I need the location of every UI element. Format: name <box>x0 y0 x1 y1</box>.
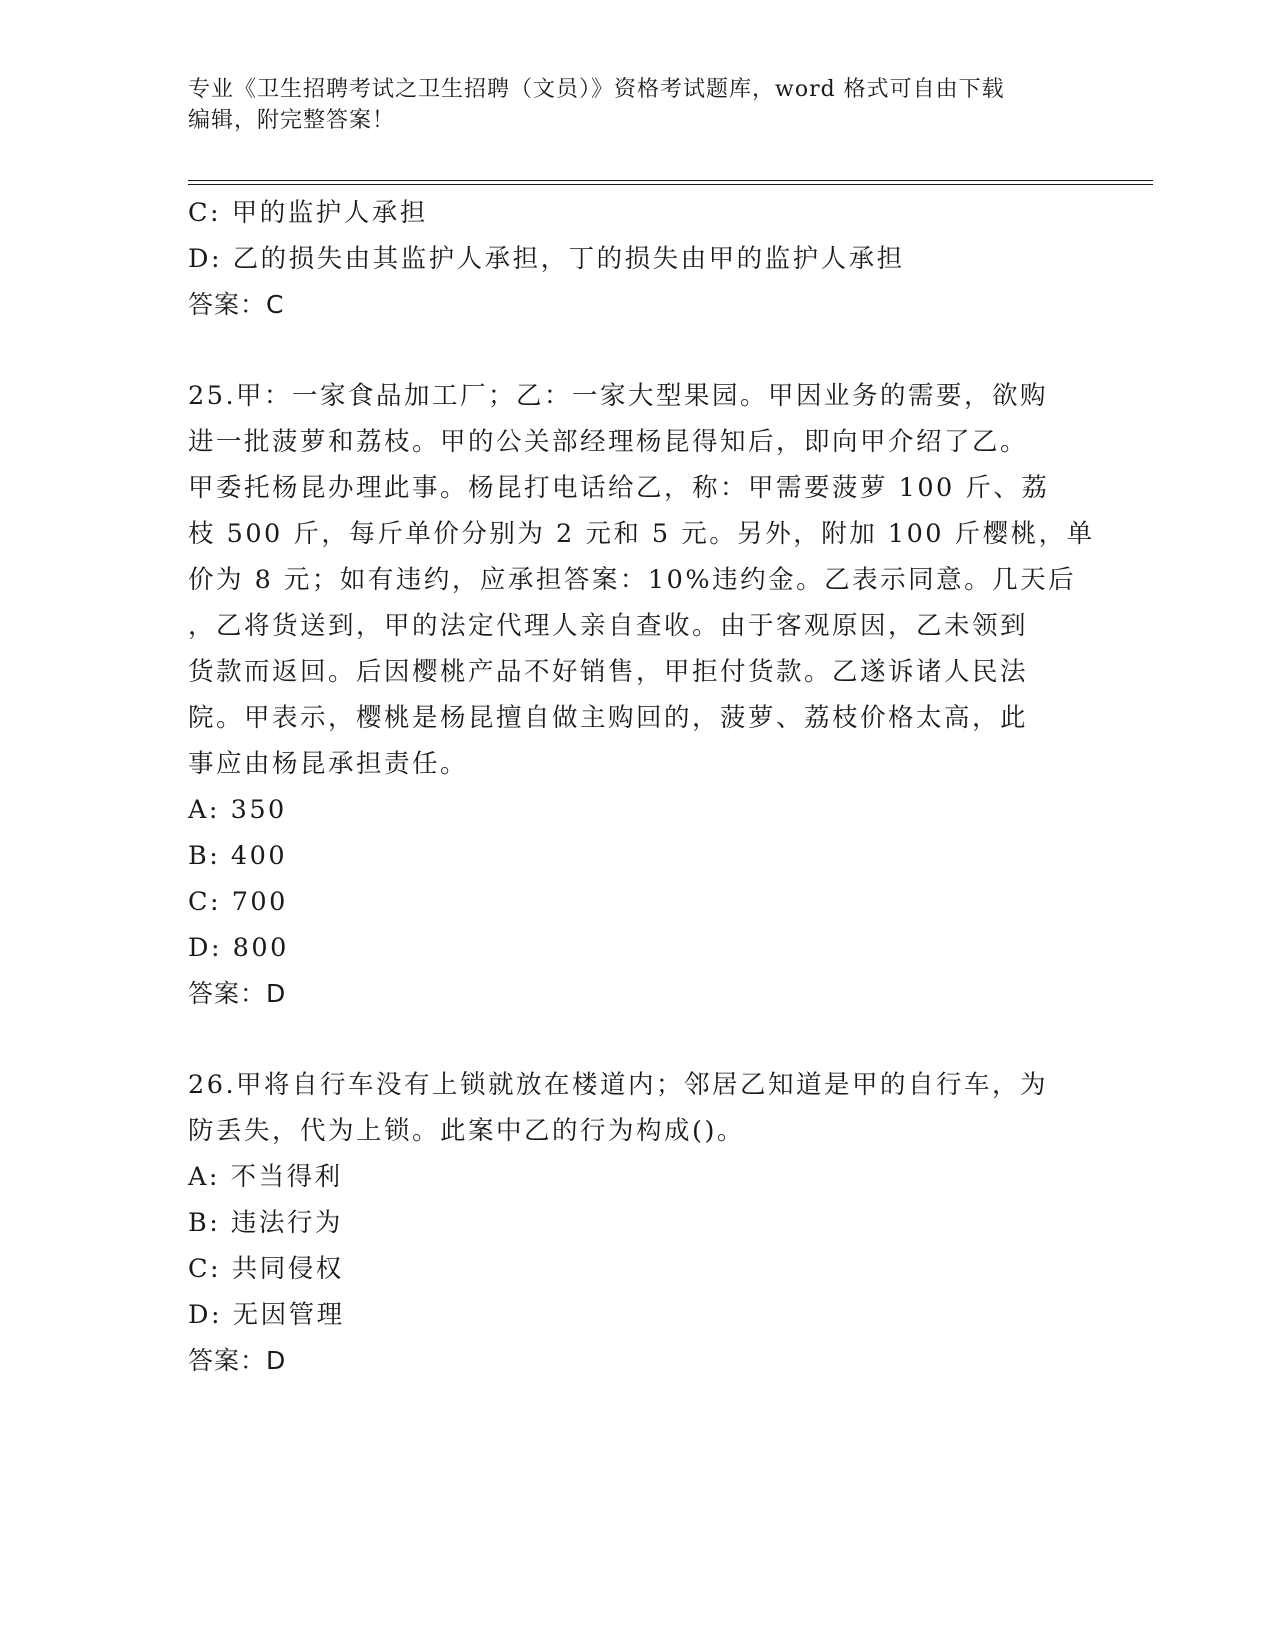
option-d: D: 无因管理 <box>188 1300 345 1330</box>
option-c: C: 700 <box>188 887 288 917</box>
question-26 <box>188 1062 1088 1384</box>
header-divider-top <box>188 180 1153 181</box>
option-b: B: 400 <box>188 841 288 871</box>
stem-line: 甲委托杨昆办理此事。杨昆打电话给乙，称：甲需要菠萝 100 斤、荔 <box>188 473 1050 503</box>
stem-line: 枝 500 斤，每斤单价分别为 2 元和 5 元。另外，附加 100 斤樱桃，单 <box>188 519 1095 549</box>
question-stem <box>188 373 1095 787</box>
option-d: D: 800 <box>188 933 289 963</box>
answer: 答案：C <box>188 290 285 319</box>
stem-line: 25.甲：一家食品加工厂；乙：一家大型果园。甲因业务的需要，欲购 <box>188 381 1049 411</box>
answer: 答案：D <box>188 979 287 1008</box>
document-header <box>188 74 1088 136</box>
option-d: D: 乙的损失由其监护人承担，丁的损失由甲的监护人承担 <box>188 244 905 274</box>
stem-line: ，乙将货送到，甲的法定代理人亲自查收。由于客观原因，乙未领到 <box>188 611 1029 641</box>
question-25 <box>188 373 1095 1017</box>
question-stem <box>188 1062 1088 1154</box>
stem-line: 价为 8 元；如有违约，应承担答案：10%违约金。乙表示同意。几天后 <box>188 565 1077 595</box>
option-c: C: 共同侵权 <box>188 1254 344 1284</box>
option-b: B: 违法行为 <box>188 1208 343 1238</box>
document-body <box>188 190 1095 1384</box>
stem-line: 26.甲将自行车没有上锁就放在楼道内；邻居乙知道是甲的自行车，为 <box>188 1070 1049 1100</box>
spacer <box>188 1017 1088 1062</box>
spacer <box>188 328 1088 373</box>
stem-line: 事应由杨昆承担责任。 <box>188 749 469 779</box>
answer: 答案：D <box>188 1346 287 1375</box>
stem-line: 防丢失，代为上锁。此案中乙的行为构成()。 <box>188 1116 745 1146</box>
header-line-1: 专业《卫生招聘考试之卫生招聘（文员）》资格考试题库，word 格式可自由下载 <box>188 77 1005 102</box>
question-24-tail <box>188 190 1088 328</box>
stem-line: 货款而返回。后因樱桃产品不好销售，甲拒付货款。乙遂诉诸人民法 <box>188 657 1029 687</box>
header-line-2: 编辑，附完整答案！ <box>188 108 396 133</box>
header-divider-bottom <box>188 184 1153 185</box>
stem-line: 院。甲表示，樱桃是杨昆擅自做主购回的，菠萝、荔枝价格太高，此 <box>188 703 1029 733</box>
stem-line: 进一批菠萝和荔枝。甲的公关部经理杨昆得知后，即向甲介绍了乙。 <box>188 427 1029 457</box>
option-a: A: 不当得利 <box>188 1162 343 1192</box>
option-a: A: 350 <box>188 795 287 825</box>
option-c: C: 甲的监护人承担 <box>188 198 428 228</box>
